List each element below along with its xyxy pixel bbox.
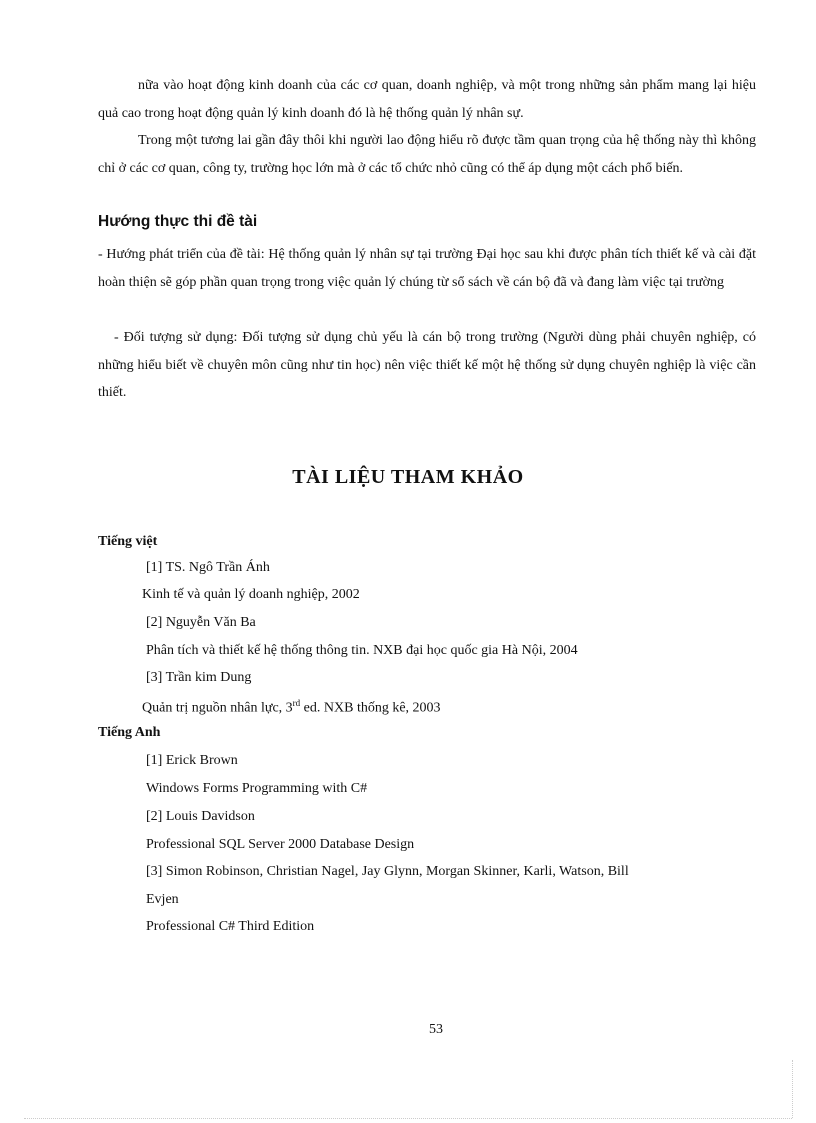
page-border-bottom: [24, 1118, 792, 1119]
ref-en-1-author: [1] Erick Brown: [146, 753, 238, 768]
intro-paragraph-2: Trong một tương lai gần đây thôi khi người lao động hiểu rõ được tầm quan trọng của hệ thống này thì không chỉ ở các cơ quan, công ty, trường học lớn mà ở các tổ chức nhỏ cũng có thể áp dụng một cách phổ biến.: [98, 133, 756, 176]
ref-vn-2-author: [2] Nguyễn Văn Ba: [146, 615, 256, 630]
ref-vn-3-work-main: Quản trị nguồn nhân lực, 3: [142, 700, 293, 716]
ref-vn-3-work-superscript: rd: [292, 698, 301, 708]
ref-vn-1-work: Kinh tế và quản lý doanh nghiệp, 2002: [142, 587, 360, 602]
page-border-right: [792, 1060, 793, 1118]
ref-vn-1-author: [1] TS. Ngô Trần Ánh: [146, 560, 270, 575]
references-title: TÀI LIỆU THAM KHẢO: [292, 466, 524, 488]
direction-paragraph-1: - Hướng phát triển của đề tài: Hệ thống quản lý nhân sự tại trường Đại học sau khi được phân tích thiết kế và cài đặt hoàn thiện sẽ góp phần quan trọng trong việc quản lý chúng từ sổ sách về cán bộ đã và đang làm việc tại trường: [98, 247, 756, 290]
direction-paragraph-2: - Đối tượng sử dụng: Đối tượng sử dụng chủ yếu là cán bộ trong trường (Người dùng phải chuyên nghiệp, có những hiểu biết về chuyên môn cũng như tin học) nên việc thiết kế một hệ thống sử dụng chuyên nghiệp là việc cần thiết.: [98, 330, 756, 400]
ref-en-3-author-continued: Evjen: [146, 892, 179, 907]
references-vietnamese-heading: Tiếng việt: [98, 534, 158, 549]
ref-vn-3-work-rest: ed. NXB thống kê, 2003: [300, 700, 441, 716]
ref-en-1-work: Windows Forms Programming with C#: [146, 781, 368, 796]
ref-en-2-author: [2] Louis Davidson: [146, 809, 255, 824]
intro-paragraph-1: nữa vào hoạt động kinh doanh của các cơ quan, doanh nghiệp, và một trong những sản phẩm mang lại hiệu quả cao trong hoạt động quản lý kinh doanh đó là hệ thống quản lý nhân sự.: [98, 78, 756, 121]
direction-heading: Hướng thực thi đề tài: [98, 213, 258, 230]
ref-vn-3-work: [142, 698, 441, 717]
page-number: 53: [429, 1022, 443, 1037]
ref-vn-2-work: Phân tích và thiết kế hệ thống thông tin. NXB đại học quốc gia Hà Nội, 2004: [146, 643, 578, 658]
ref-vn-3-author: [3] Trần kim Dung: [146, 670, 252, 685]
references-english-heading: Tiếng Anh: [98, 725, 161, 740]
ref-en-3-author: [3] Simon Robinson, Christian Nagel, Jay Glynn, Morgan Skinner, Karli, Watson, Bill: [146, 864, 629, 879]
ref-en-2-work: Professional SQL Server 2000 Database Design: [146, 837, 415, 852]
ref-en-3-work: Professional C# Third Edition: [146, 919, 315, 934]
